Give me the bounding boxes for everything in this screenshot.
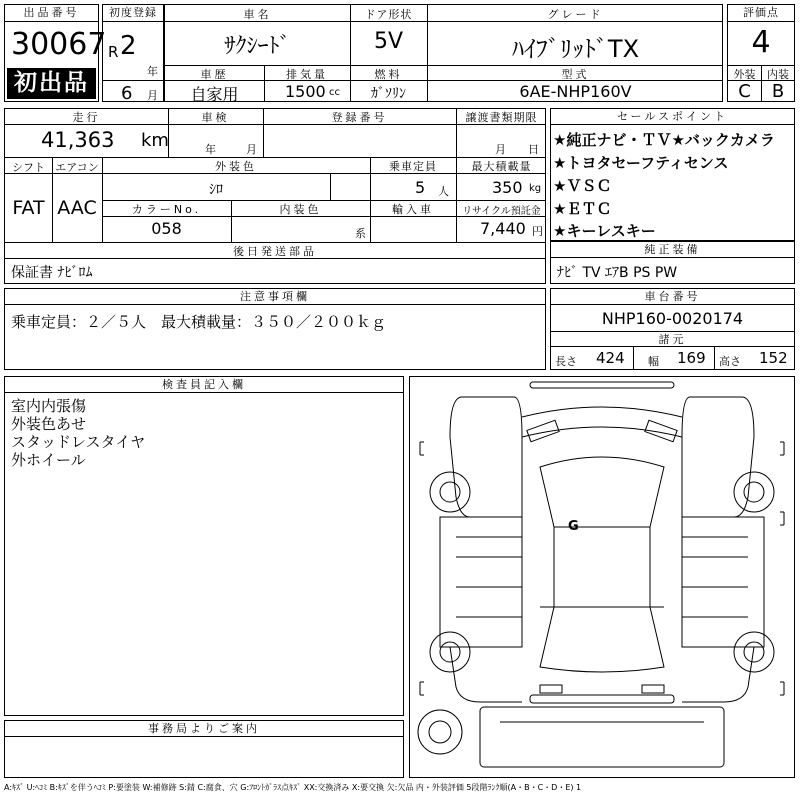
legend-text: A:ｷｽﾞ U:ﾍｺﾐ B:ｷｽﾞを伴うﾍｺﾐ P:要塗装 W:補修跡 S:錆 C:腐食、穴 G:ﾌﾛﾝﾄｶﾞﾗｽ点ｷｽﾞ XX:交換済み X:要交換 欠:欠品 内・外装評価 5段階ﾗﾝｸ順(A・B・C・D・E) 1 [4,783,582,792]
recycle-label: リサイクル預託金 [462,206,541,217]
office-label: 事務局よりご案内 [5,721,403,737]
color-no-label: カラーNo. [131,203,202,216]
inspection-label: 車検 [201,111,230,124]
sales-point-item: ★トヨタセーフティセンス [553,154,729,172]
history-label: 車歴 [200,68,229,81]
office-box [4,720,404,778]
genuine-equipment-box [550,241,795,284]
max-load-unit: kg [529,183,542,194]
score-box [727,4,795,102]
shift-label: シフト [12,161,45,174]
lot-number: 30067 [11,27,107,62]
dimensions-label: 諸元 [658,333,687,346]
transfer-label: 譲渡書類期限 [465,111,538,124]
recycle-value: 7,440 [480,219,526,238]
car-diagram-box [409,376,795,778]
interior-score-label: 内装 [767,68,789,81]
score-label: 評価点 [728,5,794,22]
sales-point-item: ★ＥＴＣ [553,200,612,218]
month-unit: 月 [147,89,158,102]
inspector-line: 外ホイール [11,451,86,469]
sales-points-box [550,108,795,241]
model-info-box [164,4,723,102]
notes-label: 注意事項欄 [5,289,545,305]
color-no-value: 058 [151,219,182,238]
mileage-unit: km [141,130,169,151]
inspection-year-unit: 年 [205,143,216,156]
capacity-value: 5 [415,178,426,197]
interior-color-unit: 系 [355,227,366,240]
recycle-unit: 円 [532,225,543,238]
spec-grid [4,108,546,284]
era: R [108,43,119,61]
first-registration-label: 初度登録 [103,5,163,22]
inspector-line: スタッドレスタイヤ [11,433,146,451]
inspector-line: 外装色あせ [11,415,87,433]
shift-value: FAT [12,197,45,219]
width-label: 幅 [648,355,659,368]
car-name-value: ｻｸｼｰﾄﾞ [224,34,291,59]
aircon-label: エアコン [55,161,99,174]
notes-value: 乗車定員：２／５人 最大積載量：３５０／２００ｋｇ [11,313,387,331]
inspector-label: 検査員記入欄 [5,377,403,393]
chassis-box [550,288,795,370]
interior-score-value: B [771,81,785,102]
displacement-label: 排気量 [286,68,328,81]
notes-box [4,288,546,370]
year-unit: 年 [147,65,158,78]
model-value: 6AE-NHP160V [519,82,632,101]
length-label: 長さ [555,355,577,368]
height-value: 152 [759,349,788,367]
sales-point-item: ★純正ナビ・ＴＶ★バックカメラ [553,131,775,149]
fuel-value: ｶﾞｿﾘﾝ [371,86,406,102]
grade-label: グレード [547,8,604,21]
lot-label: 出品番号 [5,5,98,22]
damage-mark: G [568,519,579,534]
later-parts-value: 保証書 ﾅﾋﾞﾛﾑ [11,265,93,281]
capacity-label: 乗車定員 [389,160,437,173]
car-diagram [410,377,794,777]
lot-box [4,4,107,102]
transfer-day-unit: 日 [528,143,539,156]
displacement-unit: cc [329,87,340,98]
length-value: 424 [596,349,625,367]
exterior-score-label: 外装 [733,68,756,81]
score-value: 4 [751,25,771,60]
door-label: ドア形状 [364,8,413,21]
displacement-value: 1500 [285,82,326,101]
height-label: 高さ [719,355,741,368]
aircon-value: AAC [57,197,97,219]
sales-point-item: ★キーレスキー [553,222,656,240]
exterior-color-value: ｼﾛ [209,182,223,198]
history-value: 自家用 [190,85,239,104]
chassis-value: NHP160-0020174 [601,309,744,328]
chassis-label: 車台番号 [551,289,794,305]
transfer-month-unit: 月 [495,143,506,156]
first-listing-badge: 初出品 [7,68,96,99]
import-label: 輸入車 [392,203,434,216]
grade-value: ﾊｲﾌﾞﾘｯﾄﾞTX [511,35,640,63]
sales-points-label: セールスポイント [551,109,794,125]
max-load-label: 最大積載量 [471,160,532,173]
first-reg-year: 2 [120,31,137,61]
inspector-box [4,376,404,716]
fuel-label: 燃料 [374,68,403,81]
later-parts-label: 後日発送部品 [233,245,317,258]
plate-label: 登録番号 [331,111,388,124]
model-label: 型式 [561,68,590,81]
width-value: 169 [677,349,706,367]
first-reg-month: 6 [121,83,133,104]
genuine-equipment-label: 純正装備 [551,242,794,258]
inspector-line: 室内内張傷 [11,397,87,415]
exterior-score-value: C [738,81,751,102]
interior-color-label: 内装色 [279,203,322,216]
max-load-value: 350 [492,178,523,197]
first-registration-box [102,4,164,102]
mileage-label: 走行 [72,111,101,124]
genuine-equipment-value: ﾅﾋﾞ TV ｴｱB PS PW [557,265,678,281]
capacity-unit: 人 [438,185,449,198]
door-value: 5V [373,29,404,54]
car-name-label: 車名 [243,8,272,21]
sales-point-item: ★ＶＳＣ [553,177,612,195]
mileage-value: 41,363 [41,128,115,152]
exterior-color-label: 外装色 [215,160,257,173]
inspection-month-unit: 月 [246,143,257,156]
